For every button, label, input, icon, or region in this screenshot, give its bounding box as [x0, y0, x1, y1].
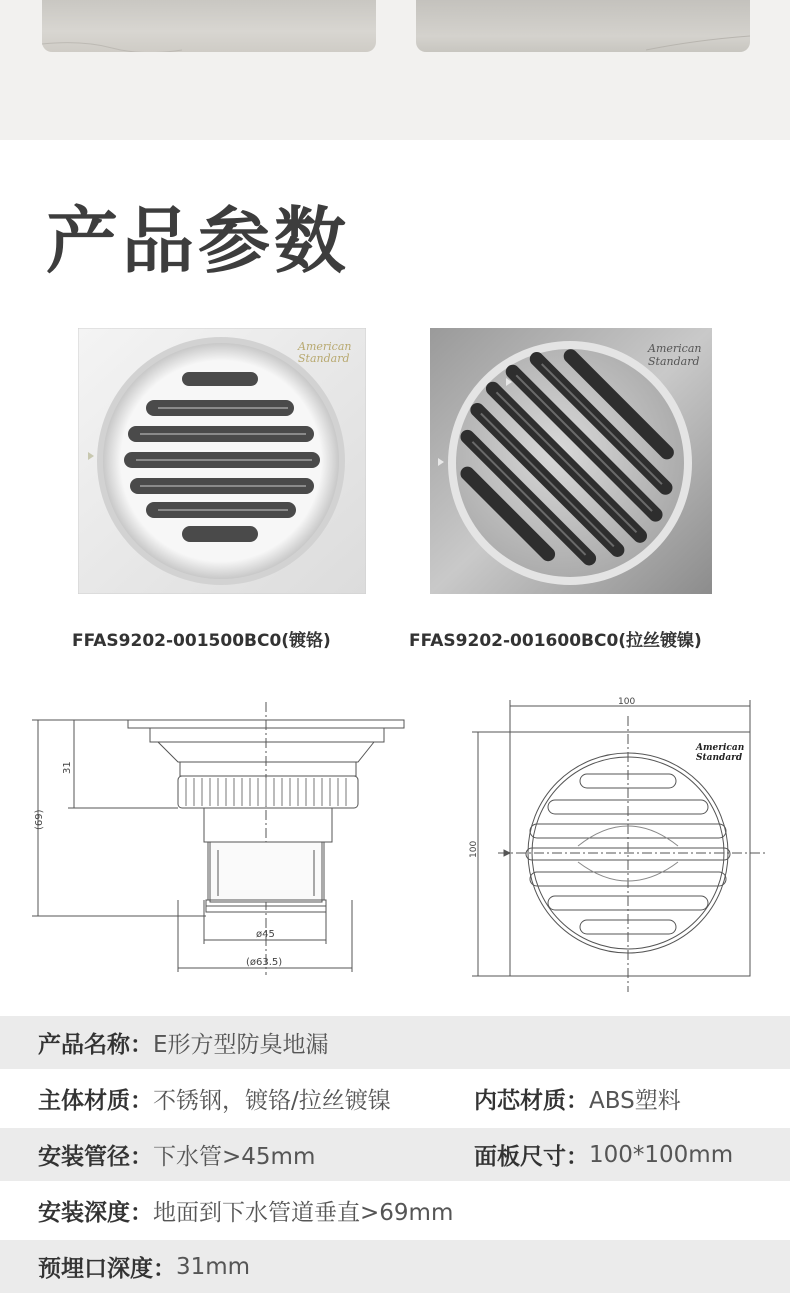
brand-logo: Standard: [648, 355, 700, 368]
marble-tile-image: [42, 0, 376, 52]
spec-value: 100*100mm: [589, 1141, 734, 1168]
spec-row: [0, 1184, 790, 1237]
dim-height-total: (69): [34, 809, 45, 830]
spec-label: 主体材质：: [38, 1088, 153, 1114]
spec-value: 地面到下水管道垂直>69mm: [153, 1200, 454, 1226]
dim-pipe-dia: ø45: [256, 929, 275, 940]
spec-label: 安装管径：: [38, 1144, 153, 1170]
spec-row: [0, 1072, 790, 1125]
brand-logo: Standard: [298, 352, 350, 365]
spec-row: [0, 1128, 790, 1181]
spec-label: 预埋口深度：: [38, 1256, 176, 1282]
spec-value: 31mm: [176, 1253, 251, 1280]
spec-label: 产品名称：: [38, 1032, 153, 1058]
side-view-drawing: [28, 700, 418, 984]
spec-value: E形方型防臭地漏: [153, 1032, 329, 1058]
brand-logo: American: [696, 743, 745, 753]
dim-height: 100: [469, 840, 479, 858]
dim-outer-dia: (ø63.5): [246, 957, 283, 968]
spec-label: 安装深度：: [38, 1200, 153, 1226]
section-title: 产品参数: [46, 199, 351, 283]
model-label: FFAS9202-001600BC0(拉丝镀镍): [409, 631, 702, 651]
brand-logo: American: [648, 342, 702, 355]
spec-row: [0, 1016, 790, 1069]
marble-tile-image: [416, 0, 750, 52]
model-label: FFAS9202-001500BC0(镀铬): [72, 631, 331, 651]
brand-logo: American: [298, 340, 352, 353]
dim-width: 100: [618, 697, 636, 707]
dim-depth: 31: [62, 761, 73, 774]
brand-logo: Standard: [696, 753, 743, 763]
spec-label: 内芯材质：: [474, 1088, 589, 1114]
spec-label: 面板尺寸：: [474, 1144, 589, 1170]
top-view-drawing: [468, 696, 778, 1000]
spec-value: 下水管>45mm: [153, 1144, 316, 1170]
spec-value: 不锈钢，镀铬/拉丝镀镍: [153, 1088, 391, 1114]
product-image-nickel: [430, 328, 712, 594]
spec-row: [0, 1240, 790, 1293]
spec-value: ABS塑料: [589, 1088, 681, 1114]
product-image-chrome: [78, 328, 366, 594]
